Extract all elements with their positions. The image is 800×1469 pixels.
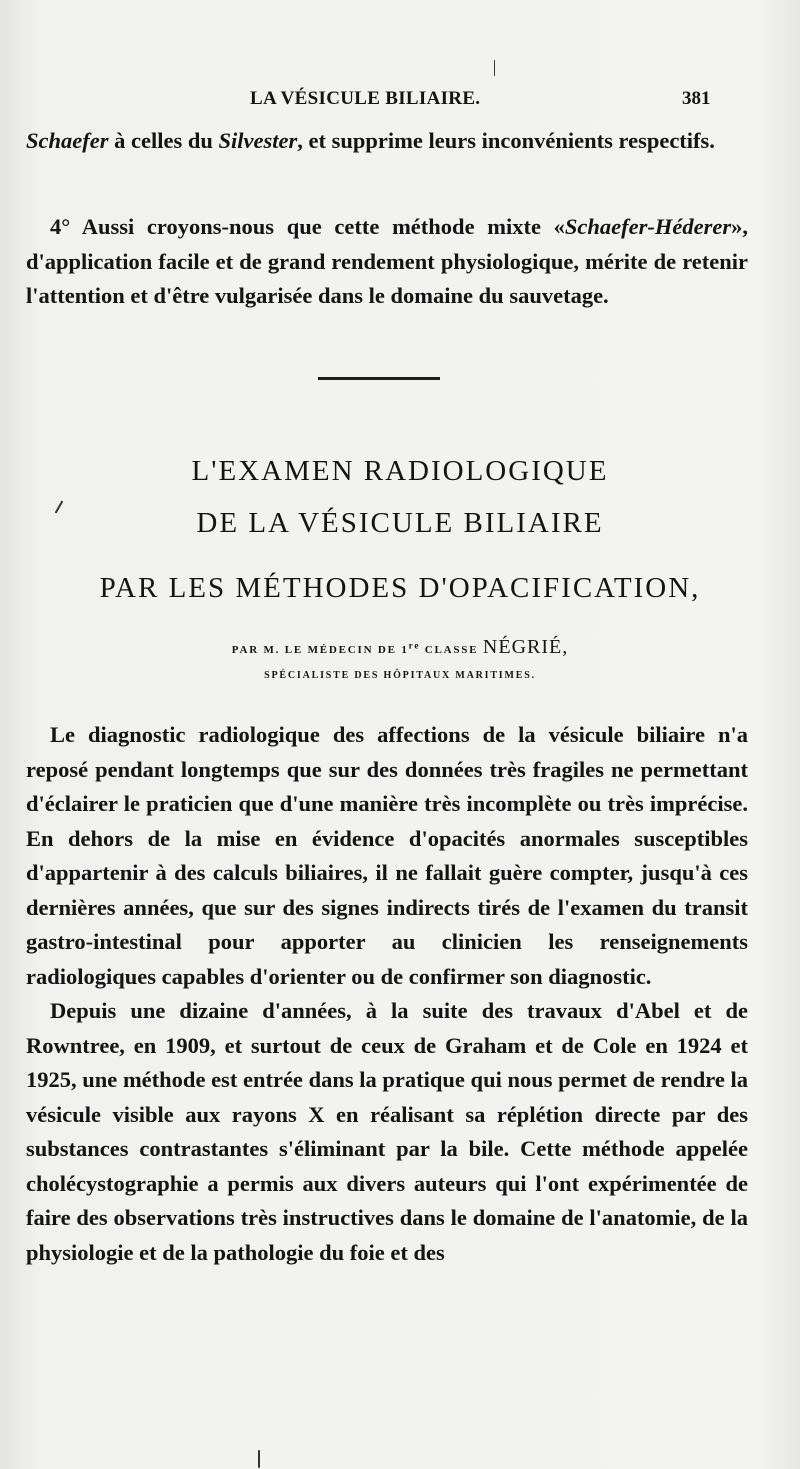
intro-text-b: , et supprime leurs inconvénients respectifs. bbox=[297, 128, 715, 153]
intro-text-a: à celles du bbox=[108, 128, 219, 153]
intro-paragraph-2 bbox=[26, 210, 748, 314]
page-number: 381 bbox=[682, 88, 711, 109]
author-name: NÉGRIÉ bbox=[482, 636, 563, 658]
author-schaefer: Schaefer bbox=[26, 128, 109, 153]
method-name: Schaefer-Héderer bbox=[564, 214, 732, 239]
article-title-line-2: DE LA VÉSICULE BILIAIRE bbox=[196, 507, 604, 539]
body-paragraph-2: Depuis une dizaine d'années, à la suite des travaux d'Abel et de Rowntree, en 1909, et surtout de ceux de Graham et de Cole en 1924 et 1925, une méthode est entrée dans la pratique qui nous permet de rendre la vésicule visible aux rayons X en réalisant sa réplétion directe par des substances contrastantes s'éliminant par la bile. Cette méthode appelée cholécystographie a permis aux divers auteurs qui l'ont expérimentée de faire des observations très instructives dans le domaine de l'anatomie, de la physiologie et de la pathologie du foie et des bbox=[26, 998, 748, 1265]
body-text bbox=[26, 718, 748, 1270]
item-number: 4° bbox=[50, 214, 71, 239]
byline-prefix: PAR M. LE MÉDECIN DE 1 bbox=[231, 644, 409, 656]
byline bbox=[0, 636, 800, 659]
intro2-text-a: Aussi croyons-nous que cette méthode mixte « bbox=[70, 214, 565, 239]
byline-comma: , bbox=[562, 636, 569, 658]
byline-class: CLASSE bbox=[420, 644, 483, 656]
affiliation: SPÉCIALISTE DES HÔPITAUX MARITIMES. bbox=[264, 670, 536, 681]
section-divider bbox=[318, 377, 440, 380]
article-title-line-3: PAR LES MÉTHODES D'OPACIFICATION, bbox=[99, 572, 701, 604]
intro-paragraph-1 bbox=[26, 124, 748, 159]
running-title: LA VÉSICULE BILIAIRE. bbox=[250, 88, 481, 109]
scan-speck bbox=[494, 60, 495, 76]
author-silvester: Silvester bbox=[218, 128, 298, 153]
intro2-text-b: », d'application facile et de grand rendement physiologique, mérite de retenir l'attention et d'être vulgarisée dans le domaine du sauvetage. bbox=[26, 214, 748, 308]
byline-superscript: re bbox=[408, 640, 421, 651]
running-header bbox=[0, 88, 800, 118]
scan-speck bbox=[258, 1450, 260, 1468]
body-paragraph-1: Le diagnostic radiologique des affections de la vésicule biliaire n'a reposé pendant longtemps que sur des données très fragiles ne permettant d'éclairer le praticien que d'une manière très incomplète ou très imprécise. En dehors de la mise en évidence d'opacités anormales susceptibles d'appartenir à des calculs biliaires, il ne fallait guère compter, jusqu'à ces dernières années, que sur des signes indirects tirés de l'examen du transit gastro-intestinal pour apporter au clinicien les renseignements radiologiques capables d'orienter ou de confirmer son diagnostic. bbox=[26, 722, 748, 989]
article-title-line-1: L'EXAMEN RADIOLOGIQUE bbox=[191, 455, 609, 487]
